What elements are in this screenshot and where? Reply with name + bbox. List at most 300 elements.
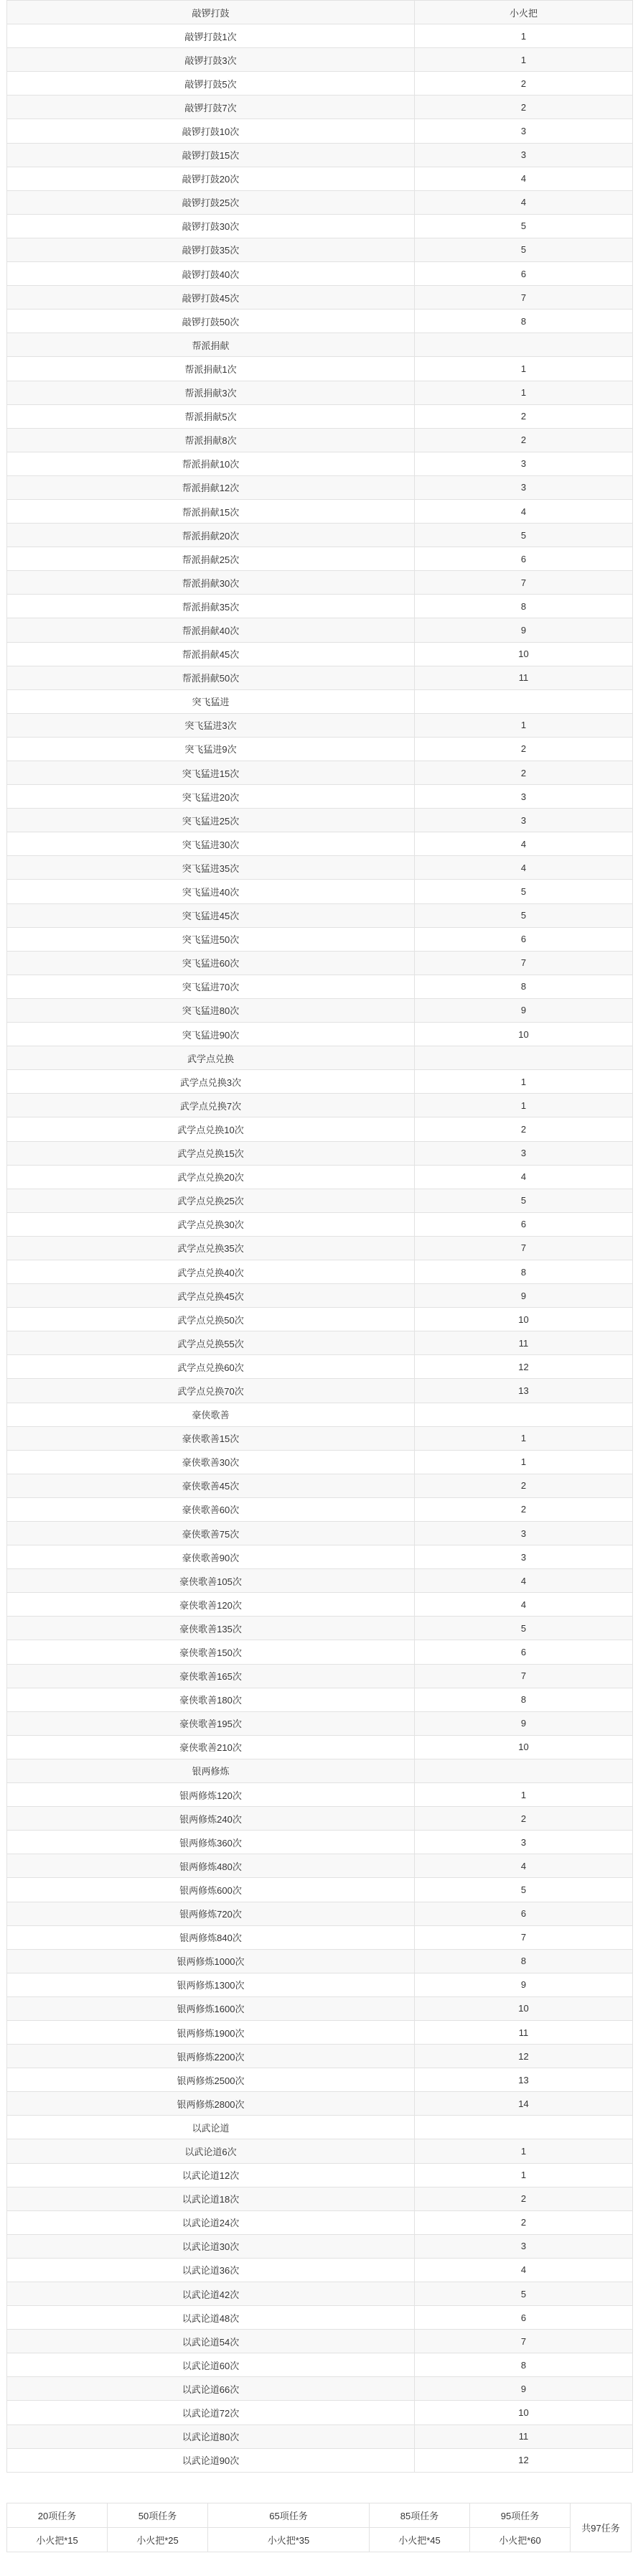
summary-task-label: 20项任务 (7, 2503, 108, 2528)
table-row (7, 618, 633, 642)
task-cell: 豪侠歌善75次 (7, 1522, 415, 1545)
reward-cell: 10 (415, 642, 633, 666)
table-row (7, 214, 633, 238)
reward-cell: 2 (415, 72, 633, 96)
table-row (7, 2282, 633, 2306)
table-row (7, 1640, 633, 1664)
task-cell: 豪侠歌善210次 (7, 1735, 415, 1759)
task-cell: 敲锣打鼓45次 (7, 286, 415, 310)
task-cell: 敲锣打鼓25次 (7, 190, 415, 214)
table-row (7, 880, 633, 903)
table-row (7, 286, 633, 310)
task-cell: 以武论道24次 (7, 2210, 415, 2234)
task-cell: 突飞猛进25次 (7, 809, 415, 832)
table-row (7, 1617, 633, 1640)
reward-cell: 10 (415, 1735, 633, 1759)
table-row (7, 1807, 633, 1831)
summary-task-label: 95项任务 (470, 2503, 571, 2528)
table-row (7, 2401, 633, 2424)
reward-cell: 10 (415, 1023, 633, 1046)
reward-cell: 7 (415, 1664, 633, 1688)
section-header-row (7, 1403, 633, 1426)
table-row (7, 167, 633, 190)
reward-cell: 2 (415, 428, 633, 452)
task-cell: 帮派捐献30次 (7, 571, 415, 595)
reward-cell: 5 (415, 1189, 633, 1212)
task-cell: 武学点兑换10次 (7, 1117, 415, 1141)
task-cell: 豪侠歌善60次 (7, 1497, 415, 1521)
table-row (7, 1664, 633, 1688)
task-cell: 敲锣打鼓50次 (7, 310, 415, 333)
task-cell: 敲锣打鼓40次 (7, 262, 415, 286)
summary-reward-row (7, 2528, 632, 2552)
task-cell: 豪侠歌善165次 (7, 1664, 415, 1688)
table-row (7, 1426, 633, 1450)
reward-cell: 3 (415, 143, 633, 167)
task-cell: 武学点兑换50次 (7, 1308, 415, 1331)
reward-cell: 12 (415, 2448, 633, 2472)
reward-cell: 6 (415, 927, 633, 951)
table-row (7, 1117, 633, 1141)
reward-cell: 12 (415, 2045, 633, 2068)
task-cell: 帮派捐献40次 (7, 618, 415, 642)
table-row (7, 571, 633, 595)
table-row (7, 785, 633, 809)
task-cell: 武学点兑换30次 (7, 1212, 415, 1236)
reward-cell: 10 (415, 2401, 633, 2424)
reward-cell: 2 (415, 2187, 633, 2210)
task-cell: 敲锣打鼓3次 (7, 48, 415, 72)
section-empty-cell (415, 1046, 633, 1070)
table-row (7, 2377, 633, 2401)
task-cell: 突飞猛进90次 (7, 1023, 415, 1046)
reward-cell: 9 (415, 998, 633, 1022)
table-row (7, 1141, 633, 1165)
reward-cell: 11 (415, 2424, 633, 2448)
task-cell: 银两修炼360次 (7, 1831, 415, 1854)
reward-cell: 3 (415, 2234, 633, 2258)
table-row (7, 238, 633, 261)
table-row (7, 1331, 633, 1355)
table-row (7, 2139, 633, 2163)
reward-cell: 9 (415, 2377, 633, 2401)
table-row (7, 927, 633, 951)
task-cell: 突飞猛进40次 (7, 880, 415, 903)
task-cell: 银两修炼600次 (7, 1878, 415, 1902)
table-row (7, 1474, 633, 1497)
table-row (7, 2210, 633, 2234)
task-cell: 银两修炼2500次 (7, 2068, 415, 2092)
task-cell: 以武论道60次 (7, 2353, 415, 2377)
reward-cell: 5 (415, 2282, 633, 2306)
task-cell: 帮派捐献20次 (7, 524, 415, 547)
table-row (7, 1831, 633, 1854)
task-cell: 银两修炼2200次 (7, 2045, 415, 2068)
section-title: 以武论道 (7, 2116, 415, 2139)
reward-cell: 3 (415, 475, 633, 499)
reward-cell: 7 (415, 951, 633, 975)
task-cell: 以武论道12次 (7, 2163, 415, 2187)
table-row (7, 1236, 633, 1260)
table-row (7, 2424, 633, 2448)
reward-cell: 8 (415, 2353, 633, 2377)
task-cell: 突飞猛进70次 (7, 975, 415, 998)
table-row (7, 1878, 633, 1902)
summary-table (6, 2503, 632, 2552)
task-cell: 突飞猛进80次 (7, 998, 415, 1022)
task-cell: 帮派捐献1次 (7, 357, 415, 381)
section-header-row (7, 333, 633, 357)
table-row (7, 1094, 633, 1117)
reward-cell: 8 (415, 1260, 633, 1283)
reward-cell: 14 (415, 2092, 633, 2116)
task-cell: 帮派捐献15次 (7, 499, 415, 523)
table-row (7, 2020, 633, 2044)
task-cell: 武学点兑换15次 (7, 1141, 415, 1165)
task-cell: 豪侠歌善120次 (7, 1593, 415, 1617)
task-cell: 以武论道66次 (7, 2377, 415, 2401)
reward-cell: 1 (415, 713, 633, 737)
summary-total: 共97任务 (571, 2503, 632, 2552)
task-cell: 帮派捐献12次 (7, 475, 415, 499)
reward-cell: 4 (415, 1165, 633, 1189)
task-cell: 银两修炼1000次 (7, 1949, 415, 1973)
reward-cell: 5 (415, 238, 633, 261)
table-row (7, 2187, 633, 2210)
header-task: 敲锣打鼓 (7, 1, 415, 24)
reward-cell: 1 (415, 48, 633, 72)
reward-cell: 1 (415, 2163, 633, 2187)
table-row (7, 2045, 633, 2068)
table-row (7, 357, 633, 381)
section-empty-cell (415, 689, 633, 713)
reward-cell: 2 (415, 1807, 633, 1831)
reward-cell: 7 (415, 2330, 633, 2353)
reward-cell: 8 (415, 310, 633, 333)
task-cell: 银两修炼1600次 (7, 1996, 415, 2020)
task-cell: 豪侠歌善180次 (7, 1688, 415, 1711)
task-cell: 豪侠歌善135次 (7, 1617, 415, 1640)
reward-cell: 11 (415, 1331, 633, 1355)
reward-cell: 3 (415, 785, 633, 809)
reward-cell: 4 (415, 1593, 633, 1617)
table-row (7, 975, 633, 998)
task-cell: 豪侠歌善45次 (7, 1474, 415, 1497)
task-cell: 敲锣打鼓7次 (7, 96, 415, 119)
reward-cell: 3 (415, 119, 633, 143)
task-cell: 突飞猛进35次 (7, 856, 415, 880)
table-row (7, 1070, 633, 1094)
task-cell: 以武论道30次 (7, 2234, 415, 2258)
task-cell: 武学点兑换7次 (7, 1094, 415, 1117)
table-row (7, 832, 633, 856)
section-header-row (7, 2116, 633, 2139)
reward-cell: 3 (415, 1141, 633, 1165)
table-row (7, 856, 633, 880)
task-cell: 突飞猛进20次 (7, 785, 415, 809)
table-row (7, 96, 633, 119)
table-row (7, 2068, 633, 2092)
table-row (7, 2306, 633, 2330)
table-row (7, 262, 633, 286)
section-empty-cell (415, 2116, 633, 2139)
task-cell: 豪侠歌善15次 (7, 1426, 415, 1450)
reward-cell: 1 (415, 381, 633, 404)
task-cell: 帮派捐献25次 (7, 547, 415, 571)
table-row (7, 2330, 633, 2353)
table-row (7, 499, 633, 523)
reward-cell: 10 (415, 1308, 633, 1331)
table-row (7, 642, 633, 666)
reward-cell: 3 (415, 1545, 633, 1569)
task-cell: 帮派捐献5次 (7, 404, 415, 428)
reward-cell: 8 (415, 595, 633, 618)
section-header-row (7, 1046, 633, 1070)
reward-cell: 4 (415, 1569, 633, 1593)
table-row (7, 24, 633, 48)
task-cell: 敲锣打鼓1次 (7, 24, 415, 48)
reward-cell: 5 (415, 524, 633, 547)
task-cell: 敲锣打鼓35次 (7, 238, 415, 261)
table-row (7, 381, 633, 404)
reward-cell: 12 (415, 1355, 633, 1379)
task-cell: 敲锣打鼓30次 (7, 214, 415, 238)
table-row (7, 428, 633, 452)
section-empty-cell (415, 1759, 633, 1782)
table-row (7, 1783, 633, 1807)
header-reward: 小火把 (415, 1, 633, 24)
summary-reward: 小火把*60 (470, 2528, 571, 2552)
table-row (7, 1165, 633, 1189)
table-row (7, 1545, 633, 1569)
task-cell: 豪侠歌善150次 (7, 1640, 415, 1664)
reward-cell: 13 (415, 2068, 633, 2092)
table-row (7, 666, 633, 689)
reward-cell: 2 (415, 404, 633, 428)
table-row (7, 2448, 633, 2472)
reward-cell: 6 (415, 2306, 633, 2330)
task-cell: 突飞猛进45次 (7, 903, 415, 927)
task-cell: 豪侠歌善195次 (7, 1711, 415, 1735)
table-row (7, 48, 633, 72)
table-row (7, 1593, 633, 1617)
reward-cell: 1 (415, 1783, 633, 1807)
reward-cell: 1 (415, 357, 633, 381)
reward-cell: 3 (415, 452, 633, 475)
table-row (7, 761, 633, 785)
table-row (7, 475, 633, 499)
task-cell: 突飞猛进50次 (7, 927, 415, 951)
task-cell: 武学点兑换45次 (7, 1284, 415, 1308)
task-cell: 突飞猛进15次 (7, 761, 415, 785)
table-row (7, 1569, 633, 1593)
reward-cell: 8 (415, 1688, 633, 1711)
summary-task-label: 85项任务 (370, 2503, 470, 2528)
table-row (7, 1260, 633, 1283)
table-row (7, 1996, 633, 2020)
task-cell: 豪侠歌善105次 (7, 1569, 415, 1593)
task-cell: 突飞猛进3次 (7, 713, 415, 737)
table-row (7, 404, 633, 428)
table-row (7, 1854, 633, 1878)
table-row (7, 998, 633, 1022)
reward-cell: 5 (415, 214, 633, 238)
summary-reward: 小火把*35 (208, 2528, 370, 2552)
task-cell: 武学点兑换25次 (7, 1189, 415, 1212)
table-row (7, 737, 633, 761)
task-cell: 武学点兑换70次 (7, 1379, 415, 1403)
table-row (7, 903, 633, 927)
table-row (7, 72, 633, 96)
table-row (7, 1023, 633, 1046)
task-cell: 突飞猛进60次 (7, 951, 415, 975)
table-row (7, 809, 633, 832)
task-cell: 武学点兑换20次 (7, 1165, 415, 1189)
summary-reward: 小火把*25 (108, 2528, 208, 2552)
section-empty-cell (415, 1403, 633, 1426)
reward-cell: 3 (415, 1831, 633, 1854)
summary-task-label: 50项任务 (108, 2503, 208, 2528)
task-cell: 以武论道54次 (7, 2330, 415, 2353)
task-cell: 银两修炼2800次 (7, 2092, 415, 2116)
section-title: 银两修炼 (7, 1759, 415, 1782)
task-cell: 豪侠歌善30次 (7, 1450, 415, 1474)
table-row (7, 2092, 633, 2116)
reward-cell: 1 (415, 1426, 633, 1450)
reward-cell: 4 (415, 499, 633, 523)
task-cell: 突飞猛进9次 (7, 737, 415, 761)
table-row (7, 190, 633, 214)
task-cell: 敲锣打鼓15次 (7, 143, 415, 167)
reward-cell: 3 (415, 809, 633, 832)
section-title: 豪侠歌善 (7, 1403, 415, 1426)
reward-table (6, 0, 633, 2473)
task-cell: 以武论道48次 (7, 2306, 415, 2330)
table-header-row (7, 1, 633, 24)
reward-cell: 10 (415, 1996, 633, 2020)
table-row (7, 951, 633, 975)
table-row (7, 1379, 633, 1403)
task-cell: 银两修炼720次 (7, 1902, 415, 1925)
table-row (7, 1189, 633, 1212)
task-cell: 银两修炼240次 (7, 1807, 415, 1831)
reward-cell: 2 (415, 2210, 633, 2234)
table-row (7, 713, 633, 737)
table-row (7, 2353, 633, 2377)
task-cell: 武学点兑换60次 (7, 1355, 415, 1379)
reward-cell: 6 (415, 1212, 633, 1236)
task-cell: 敲锣打鼓5次 (7, 72, 415, 96)
reward-cell: 6 (415, 262, 633, 286)
reward-cell: 9 (415, 1711, 633, 1735)
reward-cell: 5 (415, 1878, 633, 1902)
table-row (7, 143, 633, 167)
table-row (7, 1212, 633, 1236)
task-cell: 银两修炼480次 (7, 1854, 415, 1878)
reward-cell: 2 (415, 761, 633, 785)
task-cell: 以武论道36次 (7, 2258, 415, 2282)
reward-cell: 2 (415, 1474, 633, 1497)
reward-cell: 11 (415, 2020, 633, 2044)
table-row (7, 2163, 633, 2187)
reward-cell: 5 (415, 880, 633, 903)
reward-cell: 2 (415, 96, 633, 119)
reward-cell: 4 (415, 1854, 633, 1878)
table-row (7, 1949, 633, 1973)
reward-cell: 7 (415, 286, 633, 310)
reward-cell: 3 (415, 1522, 633, 1545)
task-cell: 帮派捐献35次 (7, 595, 415, 618)
reward-cell: 4 (415, 190, 633, 214)
table-row (7, 119, 633, 143)
reward-cell: 7 (415, 571, 633, 595)
task-cell: 以武论道42次 (7, 2282, 415, 2306)
reward-cell: 6 (415, 547, 633, 571)
task-cell: 帮派捐献50次 (7, 666, 415, 689)
section-header-row (7, 689, 633, 713)
reward-cell: 2 (415, 737, 633, 761)
reward-cell: 4 (415, 167, 633, 190)
table-row (7, 524, 633, 547)
task-cell: 以武论道72次 (7, 2401, 415, 2424)
table-row (7, 1497, 633, 1521)
reward-cell: 5 (415, 903, 633, 927)
table-row (7, 1308, 633, 1331)
task-cell: 帮派捐献10次 (7, 452, 415, 475)
table-row (7, 595, 633, 618)
summary-reward: 小火把*45 (370, 2528, 470, 2552)
reward-cell: 4 (415, 856, 633, 880)
reward-cell: 1 (415, 2139, 633, 2163)
task-cell: 以武论道18次 (7, 2187, 415, 2210)
reward-cell: 8 (415, 975, 633, 998)
table-row (7, 1735, 633, 1759)
summary-reward: 小火把*15 (7, 2528, 108, 2552)
reward-cell: 1 (415, 1070, 633, 1094)
table-row (7, 2258, 633, 2282)
summary-task-row (7, 2503, 632, 2528)
reward-cell: 1 (415, 1094, 633, 1117)
table-row (7, 1688, 633, 1711)
table-row (7, 1522, 633, 1545)
task-cell: 武学点兑换55次 (7, 1331, 415, 1355)
reward-cell: 1 (415, 1450, 633, 1474)
table-row (7, 547, 633, 571)
section-title: 武学点兑换 (7, 1046, 415, 1070)
task-cell: 银两修炼120次 (7, 1783, 415, 1807)
task-cell: 以武论道6次 (7, 2139, 415, 2163)
task-cell: 武学点兑换3次 (7, 1070, 415, 1094)
table-row (7, 1973, 633, 1996)
task-cell: 银两修炼1300次 (7, 1973, 415, 1996)
section-header-row (7, 1759, 633, 1782)
task-cell: 银两修炼840次 (7, 1925, 415, 1949)
task-cell: 突飞猛进30次 (7, 832, 415, 856)
section-title: 突飞猛进 (7, 689, 415, 713)
reward-cell: 6 (415, 1640, 633, 1664)
reward-cell: 5 (415, 1617, 633, 1640)
table-row (7, 1355, 633, 1379)
reward-cell: 1 (415, 24, 633, 48)
task-cell: 敲锣打鼓10次 (7, 119, 415, 143)
reward-cell: 7 (415, 1925, 633, 1949)
reward-cell: 4 (415, 2258, 633, 2282)
task-cell: 武学点兑换35次 (7, 1236, 415, 1260)
reward-cell: 11 (415, 666, 633, 689)
table-row (7, 310, 633, 333)
summary-task-label: 65项任务 (208, 2503, 370, 2528)
table-row (7, 1902, 633, 1925)
